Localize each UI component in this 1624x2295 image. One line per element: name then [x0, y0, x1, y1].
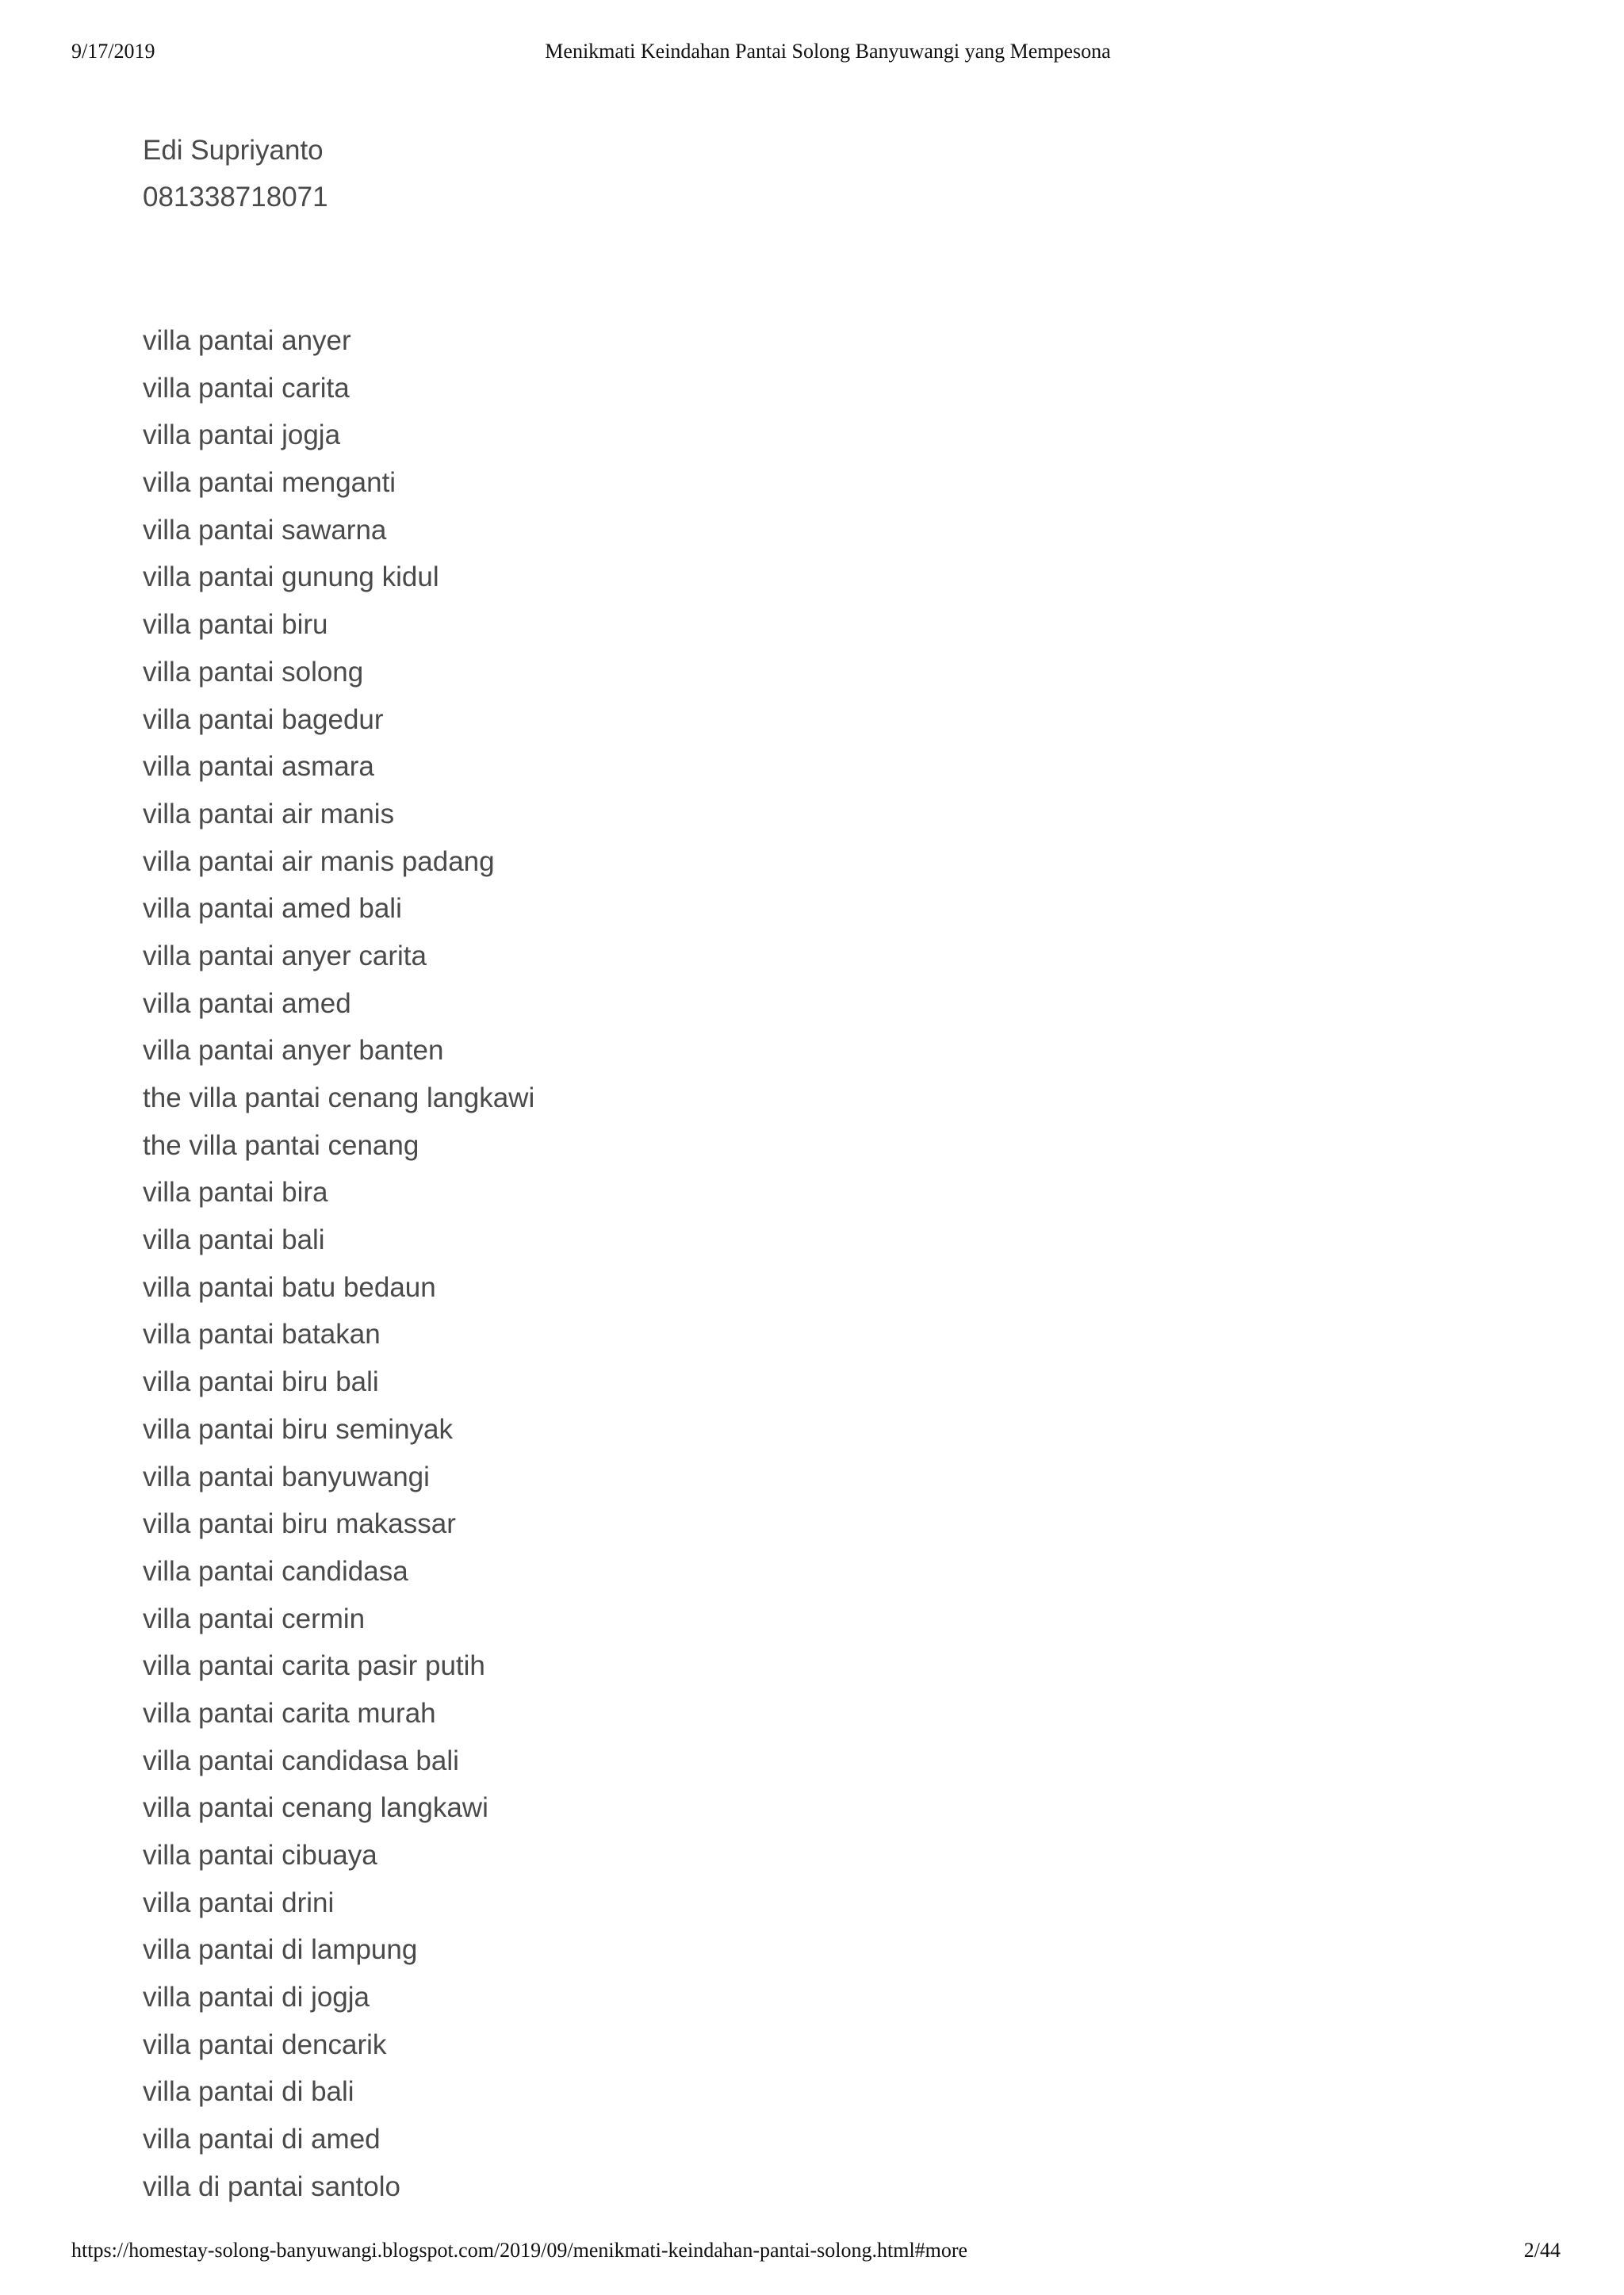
keyword-item: villa pantai biru makassar [143, 1508, 456, 1540]
keyword-item: villa pantai candidasa [143, 1555, 408, 1587]
contact-name: Edi Supriyanto [143, 135, 324, 166]
keyword-item: villa pantai amed bali [143, 893, 402, 925]
keyword-item: the villa pantai cenang langkawi [143, 1082, 535, 1113]
keyword-item: villa pantai cenang langkawi [143, 1792, 488, 1824]
keyword-item: villa pantai bali [143, 1224, 325, 1256]
keyword-item: villa di pantai santolo [143, 2170, 400, 2202]
keyword-item: villa pantai gunung kidul [143, 561, 439, 593]
keyword-item: villa pantai dencarik [143, 2029, 387, 2060]
keyword-item: villa pantai di bali [143, 2076, 354, 2108]
keyword-item: villa pantai biru seminyak [143, 1413, 454, 1445]
keyword-item: villa pantai banyuwangi [143, 1461, 430, 1492]
keyword-item: villa pantai biru bali [143, 1366, 379, 1398]
keyword-item: villa pantai anyer [143, 325, 351, 356]
keyword-item: villa pantai menganti [143, 467, 396, 499]
contact-phone: 081338718071 [143, 182, 328, 213]
keyword-item: villa pantai cibuaya [143, 1840, 377, 1871]
print-url: https://homestay-solong-banyuwangi.blogspot.com/2019/09/menikmati-keindahan-pantai-solong.html#more [71, 2239, 968, 2262]
keyword-item: villa pantai drini [143, 1887, 335, 1918]
keyword-item: villa pantai jogja [143, 420, 341, 451]
keyword-item: villa pantai carita pasir putih [143, 1650, 485, 1682]
keyword-item: villa pantai batakan [143, 1319, 381, 1351]
keyword-item: villa pantai carita [143, 372, 350, 404]
keyword-item: villa pantai anyer banten [143, 1035, 444, 1067]
keyword-item: villa pantai bagedur [143, 703, 384, 735]
keyword-item: villa pantai asmara [143, 751, 374, 783]
keyword-item: the villa pantai cenang [143, 1129, 419, 1161]
keyword-item: villa pantai biru [143, 609, 328, 641]
keyword-item: villa pantai carita murah [143, 1697, 436, 1729]
print-footer [0, 2239, 1624, 2270]
keyword-item: villa pantai batu bedaun [143, 1271, 436, 1303]
print-page-number: 2/44 [1523, 2239, 1561, 2262]
keyword-item: villa pantai bira [143, 1177, 328, 1209]
keyword-item: villa pantai di lampung [143, 1934, 418, 1966]
print-page-title: Menikmati Keindahan Pantai Solong Banyuwangi yang Mempesona [545, 40, 1111, 63]
page-content [143, 127, 1491, 2211]
keyword-item: villa pantai solong [143, 656, 364, 688]
keyword-item: villa pantai di amed [143, 2124, 381, 2155]
keyword-item: villa pantai air manis [143, 798, 395, 829]
print-header [0, 40, 1624, 71]
print-date: 9/17/2019 [71, 40, 155, 63]
keyword-item: villa pantai sawarna [143, 514, 387, 546]
keyword-item: villa pantai anyer carita [143, 940, 427, 971]
keyword-item: villa pantai di jogja [143, 1982, 370, 2013]
keyword-item: villa pantai candidasa bali [143, 1745, 459, 1776]
keyword-item: villa pantai cermin [143, 1603, 366, 1634]
keyword-item: villa pantai air manis padang [143, 845, 495, 877]
keyword-item: villa pantai amed [143, 987, 351, 1019]
keyword-list [143, 317, 1491, 2211]
